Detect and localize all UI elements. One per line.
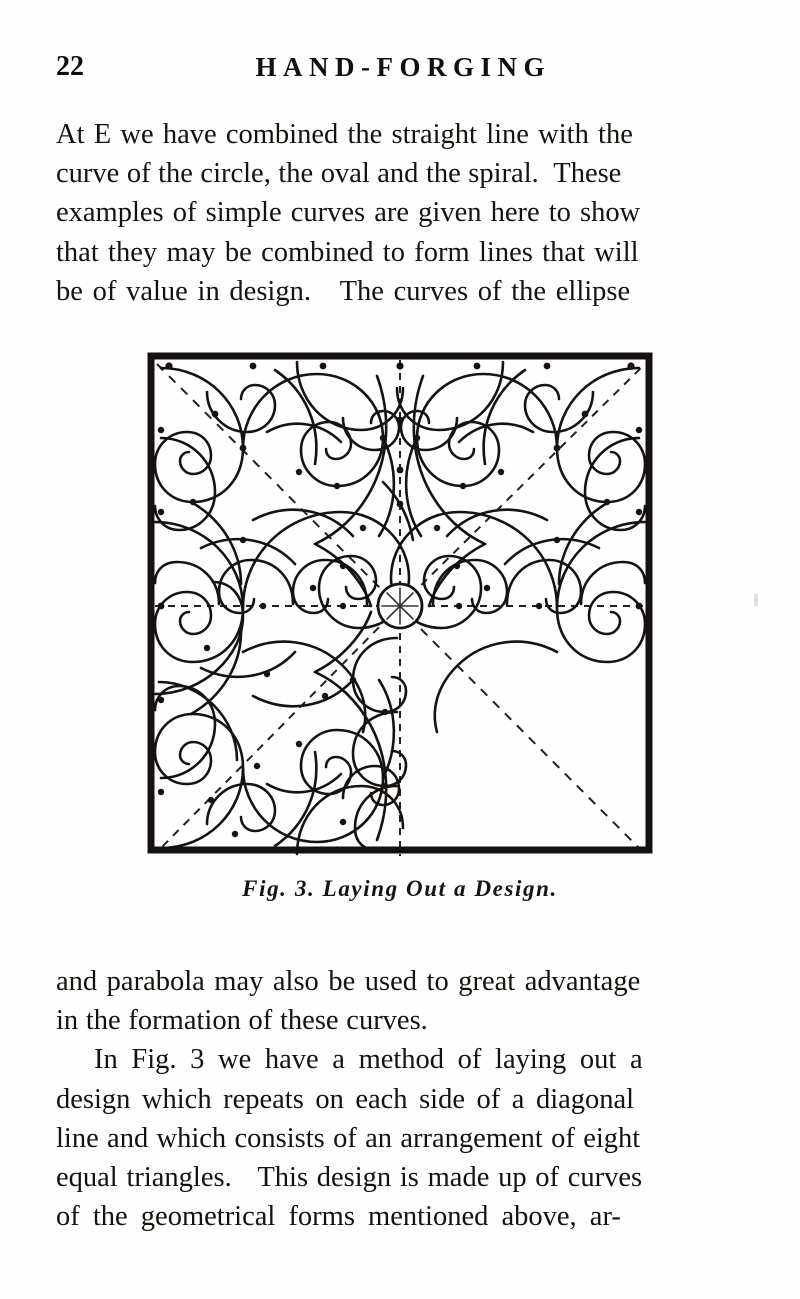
body-text-bottom (56, 962, 746, 1236)
text-line: At E we have combined the straight line with the (56, 119, 633, 150)
paragraph-top (56, 115, 746, 311)
figure-artwork (147, 352, 653, 864)
text-line: examples of simple curves are given here to show (56, 197, 641, 229)
paragraph-bottom-1 (56, 962, 746, 1040)
figure-caption: Fig. 3. Laying Out a Design. (242, 876, 558, 901)
text-line: design which repeats on each side of a diagonal (56, 1083, 635, 1115)
text-line: in the formation of these curves. (56, 1005, 428, 1037)
text-line: equal triangles. This design is made up of curves (56, 1162, 643, 1194)
text-line: curve of the circle, the oval and the spiral. These (56, 158, 622, 190)
scan-speck (754, 594, 758, 606)
center-rosette (378, 584, 422, 628)
text-line: of the geometrical forms mentioned above, ar- (56, 1201, 621, 1233)
page-number: 22 (56, 51, 84, 82)
text-line: that they may be combined to form lines that will (56, 236, 639, 268)
text-line: In Fig. 3 we have a method of laying out a (94, 1044, 643, 1076)
body-text-top (56, 115, 746, 311)
text-line: and parabola may also be used to great advantage (56, 966, 641, 997)
text-line: line and which consists of an arrangement of eight (56, 1122, 641, 1154)
figure-3 (0, 352, 800, 902)
running-head (0, 48, 800, 88)
text-line: be of value in design. The curves of the ellipse (56, 275, 631, 307)
running-head-title: HAND-FORGING (255, 52, 551, 82)
paragraph-bottom-2 (56, 1040, 746, 1236)
